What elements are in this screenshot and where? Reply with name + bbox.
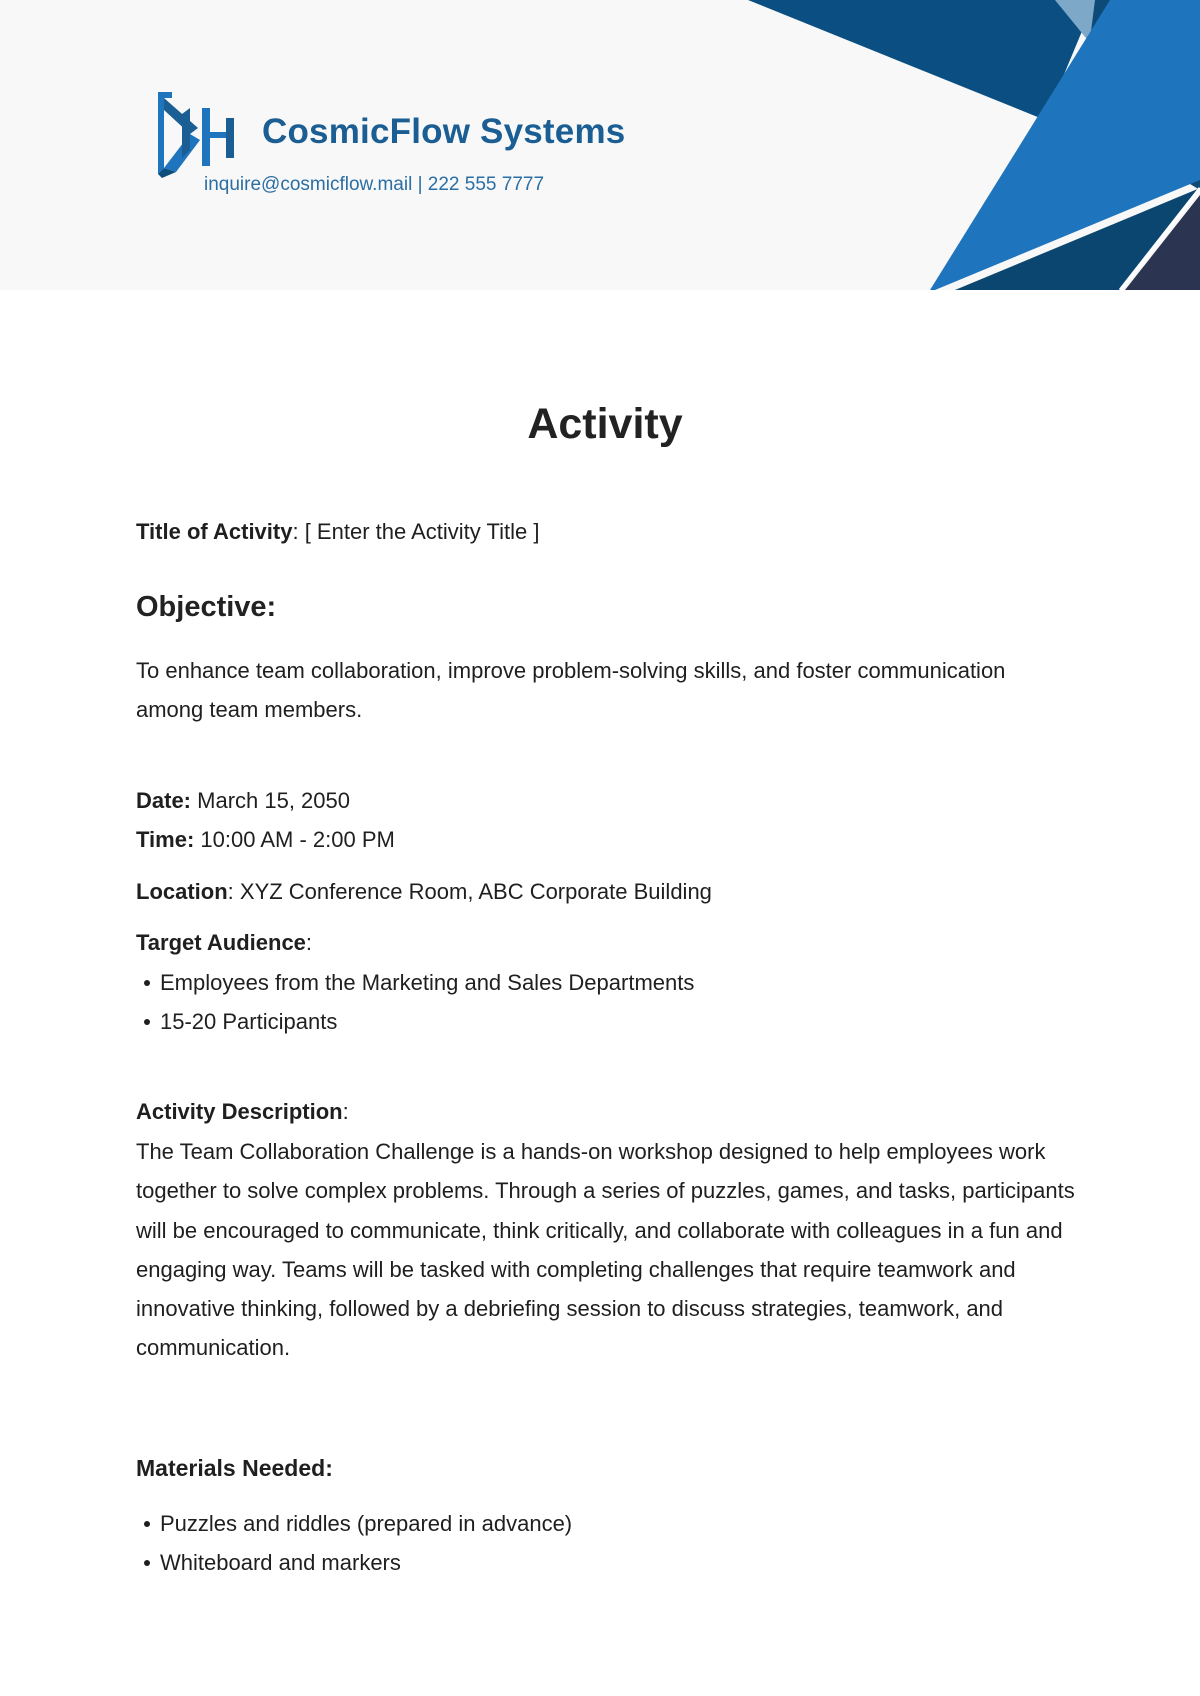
list-item-text: Employees from the Marketing and Sales Departments [160,970,695,995]
time-label: Time: [136,827,195,852]
company-name: CosmicFlow Systems [262,112,626,151]
materials-list [136,1504,572,1582]
title-of-activity-line [136,512,539,551]
target-audience-colon: : [305,930,313,955]
activity-description-line [136,1092,349,1131]
target-audience-label: Target Audience [136,930,306,955]
objective-heading: Objective: [136,591,277,623]
bullet-icon [144,1019,150,1025]
activity-description-text: The Team Collaboration Challenge is a hands-on workshop designed to help employees work together to solve complex problems. Through a series of puzzles, games, and tasks, participants will be encouraged to communicate, think critically, and collaborate with colleagues in a fun and engaging way. Teams will be tasked with completing challenges that require teamwork and innovative thinking, followed by a debriefing session to discuss strategies, teamwork, and communication. [136,1139,1075,1361]
activity-description-colon: : [342,1099,349,1124]
document-title: Activity [527,400,683,448]
activity-description-label: Activity Description [136,1099,343,1124]
list-item [136,1002,694,1041]
header-dark-blue-wedge [748,0,1095,120]
date-value: March 15, 2050 [191,788,350,813]
location-label: Location [136,879,228,904]
cosmicflow-logo-icon [150,88,238,180]
time-line [136,820,395,859]
list-item [136,1543,572,1582]
list-item [136,1504,572,1543]
date-label: Date: [136,788,192,813]
date-line [136,781,350,820]
bullet-icon [144,1560,150,1566]
time-value: 10:00 AM - 2:00 PM [194,827,395,852]
list-item-text: Puzzles and riddles (prepared in advance) [160,1511,573,1536]
location-line [136,872,712,911]
list-item-text: 15-20 Participants [160,1009,338,1034]
target-audience-line [136,923,312,962]
list-item [136,963,694,1002]
bullet-icon [144,980,150,986]
title-of-activity-label: Title of Activity [136,519,293,544]
objective-text: To enhance team collaboration, improve problem-solving skills, and foster communication among team members. [136,658,1006,723]
list-item-text: Whiteboard and markers [160,1550,401,1575]
materials-heading: Materials Needed: [136,1455,333,1481]
company-contact: inquire@cosmicflow.mail | 222 555 7777 [204,174,545,195]
target-audience-list [136,963,694,1041]
title-of-activity-value: : [ Enter the Activity Title ] [292,519,540,544]
bullet-icon [144,1521,150,1527]
location-value: : XYZ Conference Room, ABC Corporate Building [227,879,712,904]
letterhead [0,0,1200,290]
